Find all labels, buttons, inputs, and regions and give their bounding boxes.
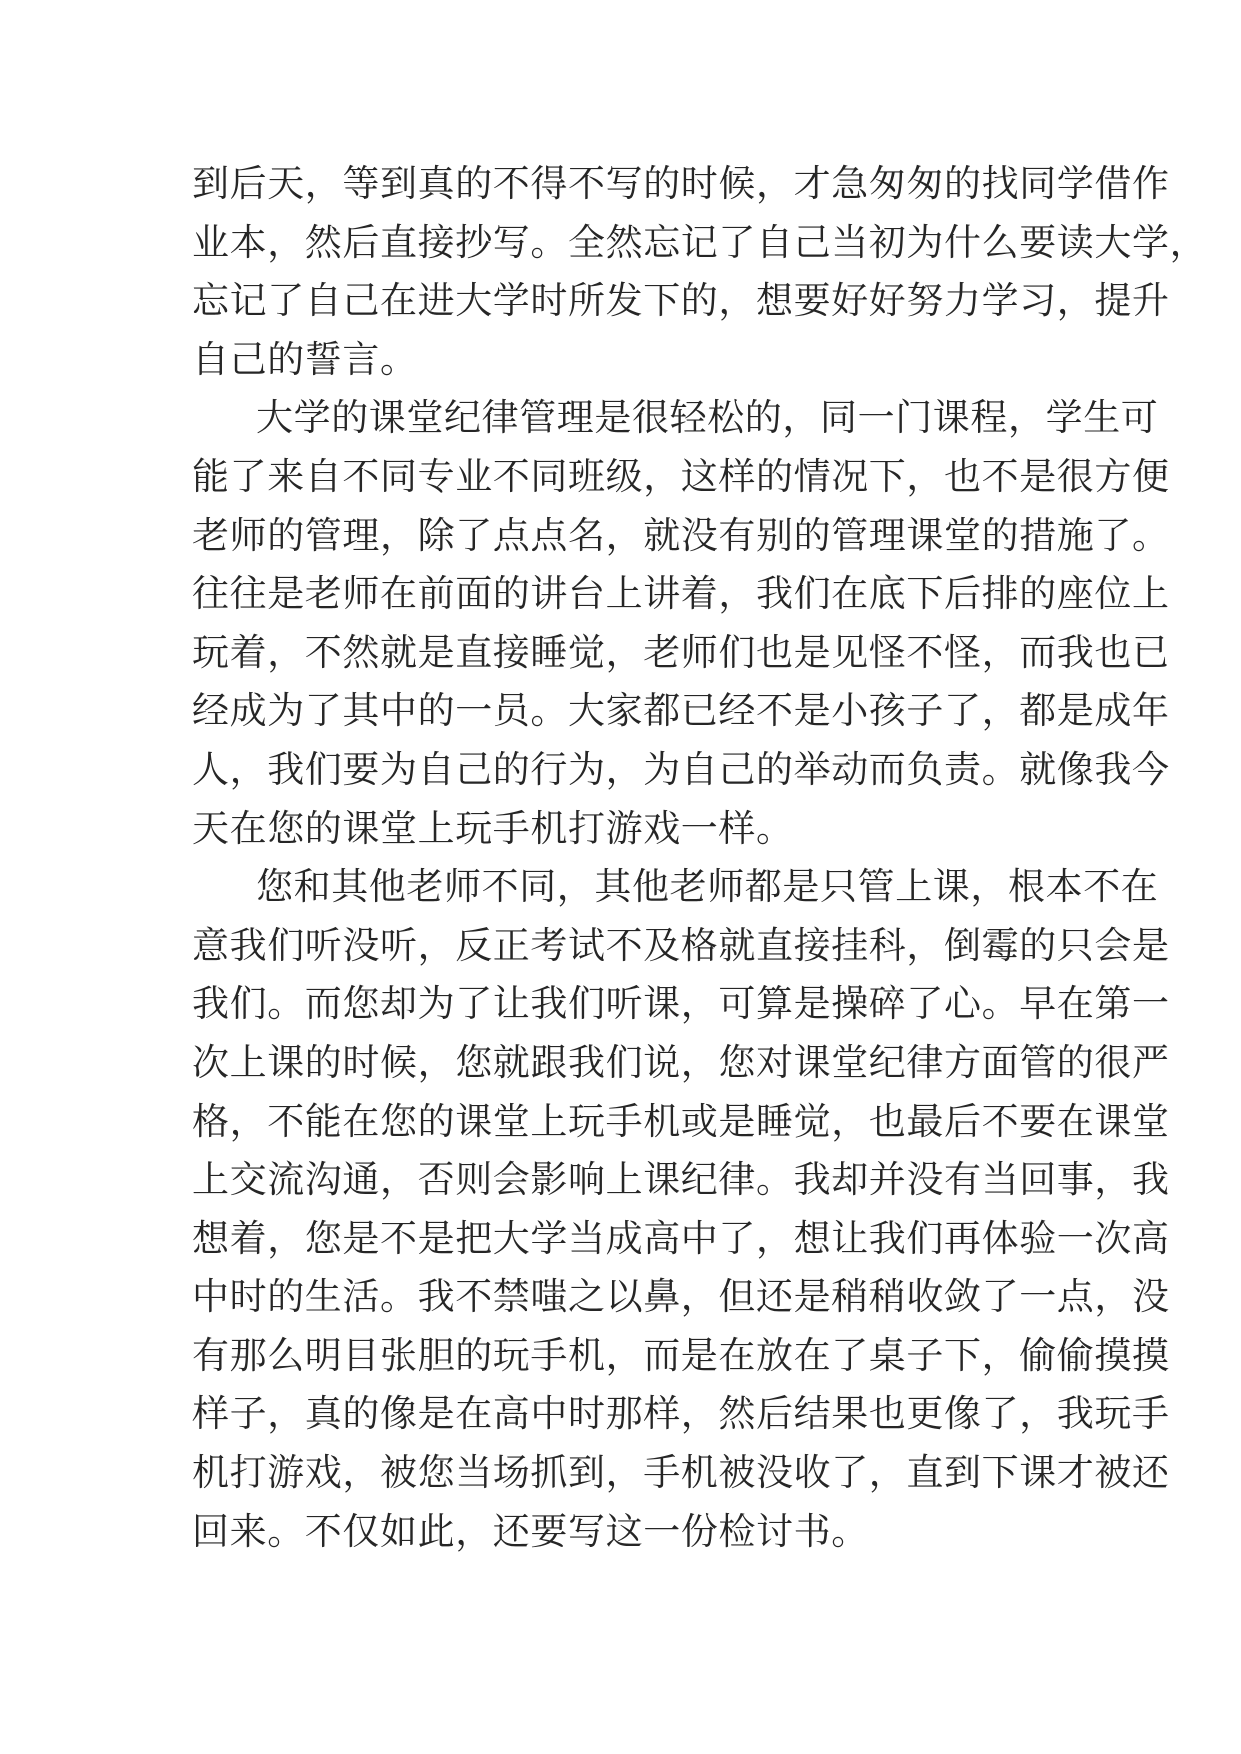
paragraph-3-line-8: 中时的生活。我不禁嗤之以鼻，但还是稍稍收敛了一点，没 — [192, 1275, 1170, 1319]
paragraph-2-line-5: 玩着，不然就是直接睡觉，老师们也是见怪不怪，而我也已 — [192, 630, 1170, 674]
paragraph-3-line-1: 您和其他老师不同，其他老师都是只管上课，根本不在 — [256, 865, 1159, 909]
paragraph-1-line-1: 到后天，等到真的不得不写的时候，才急匆匆的找同学借作 — [192, 162, 1170, 205]
body-text — [192, 155, 1208, 1561]
paragraph-3-line-4: 次上课的时候，您就跟我们说，您对课堂纪律方面管的很严 — [192, 1040, 1170, 1084]
paragraph-2-line-1: 大学的课堂纪律管理是很轻松的，同一门课程，学生可 — [256, 396, 1159, 440]
paragraph-2-line-6: 经成为了其中的一员。大家都已经不是小孩子了，都是成年 — [192, 689, 1170, 733]
paragraph-2-line-7: 人，我们要为自己的行为，为自己的举动而负责。就像我今 — [192, 747, 1170, 791]
paragraph-1-line-4: 自己的誓言。 — [192, 337, 418, 381]
paragraph-3-line-3: 我们。而您却为了让我们听课，可算是操碎了心。早在第一 — [192, 982, 1170, 1026]
paragraph-3-line-6: 上交流沟通，否则会影响上课纪律。我却并没有当回事，我 — [192, 1158, 1170, 1202]
paragraph-3-line-7: 想着，您是不是把大学当成高中了，想让我们再体验一次高 — [192, 1216, 1170, 1260]
paragraph-2-line-3: 老师的管理，除了点点名，就没有别的管理课堂的措施了。 — [192, 513, 1170, 557]
paragraph-2-line-8: 天在您的课堂上玩手机打游戏一样。 — [192, 806, 794, 850]
paragraph-1-line-3: 忘记了自己在进大学时所发下的，想要好好努力学习，提升 — [192, 279, 1170, 323]
paragraph-3-line-12: 回来。不仅如此，还要写这一份检讨书。 — [192, 1509, 869, 1553]
paragraph-3-line-11: 机打游戏，被您当场抓到，手机被没收了，直到下课才被还 — [192, 1451, 1170, 1495]
paragraph-3-line-10: 样子，真的像是在高中时那样，然后结果也更像了，我玩手 — [192, 1392, 1170, 1436]
paragraph-3-line-5: 格，不能在您的课堂上玩手机或是睡觉，也最后不要在课堂 — [192, 1099, 1170, 1143]
paragraph-2-line-2: 能了来自不同专业不同班级，这样的情况下，也不是很方便 — [192, 454, 1170, 498]
paragraph-2-line-4: 往往是老师在前面的讲台上讲着，我们在底下后排的座位上 — [192, 572, 1170, 616]
paragraph-1-line-2: 业本，然后直接抄写。全然忘记了自己当初为什么要读大学， — [192, 220, 1208, 264]
paragraph-3-line-2: 意我们听没听，反正考试不及格就直接挂科，倒霉的只会是 — [192, 923, 1170, 967]
paragraph-3-line-9: 有那么明目张胆的玩手机，而是在放在了桌子下，偷偷摸摸 — [192, 1333, 1170, 1377]
